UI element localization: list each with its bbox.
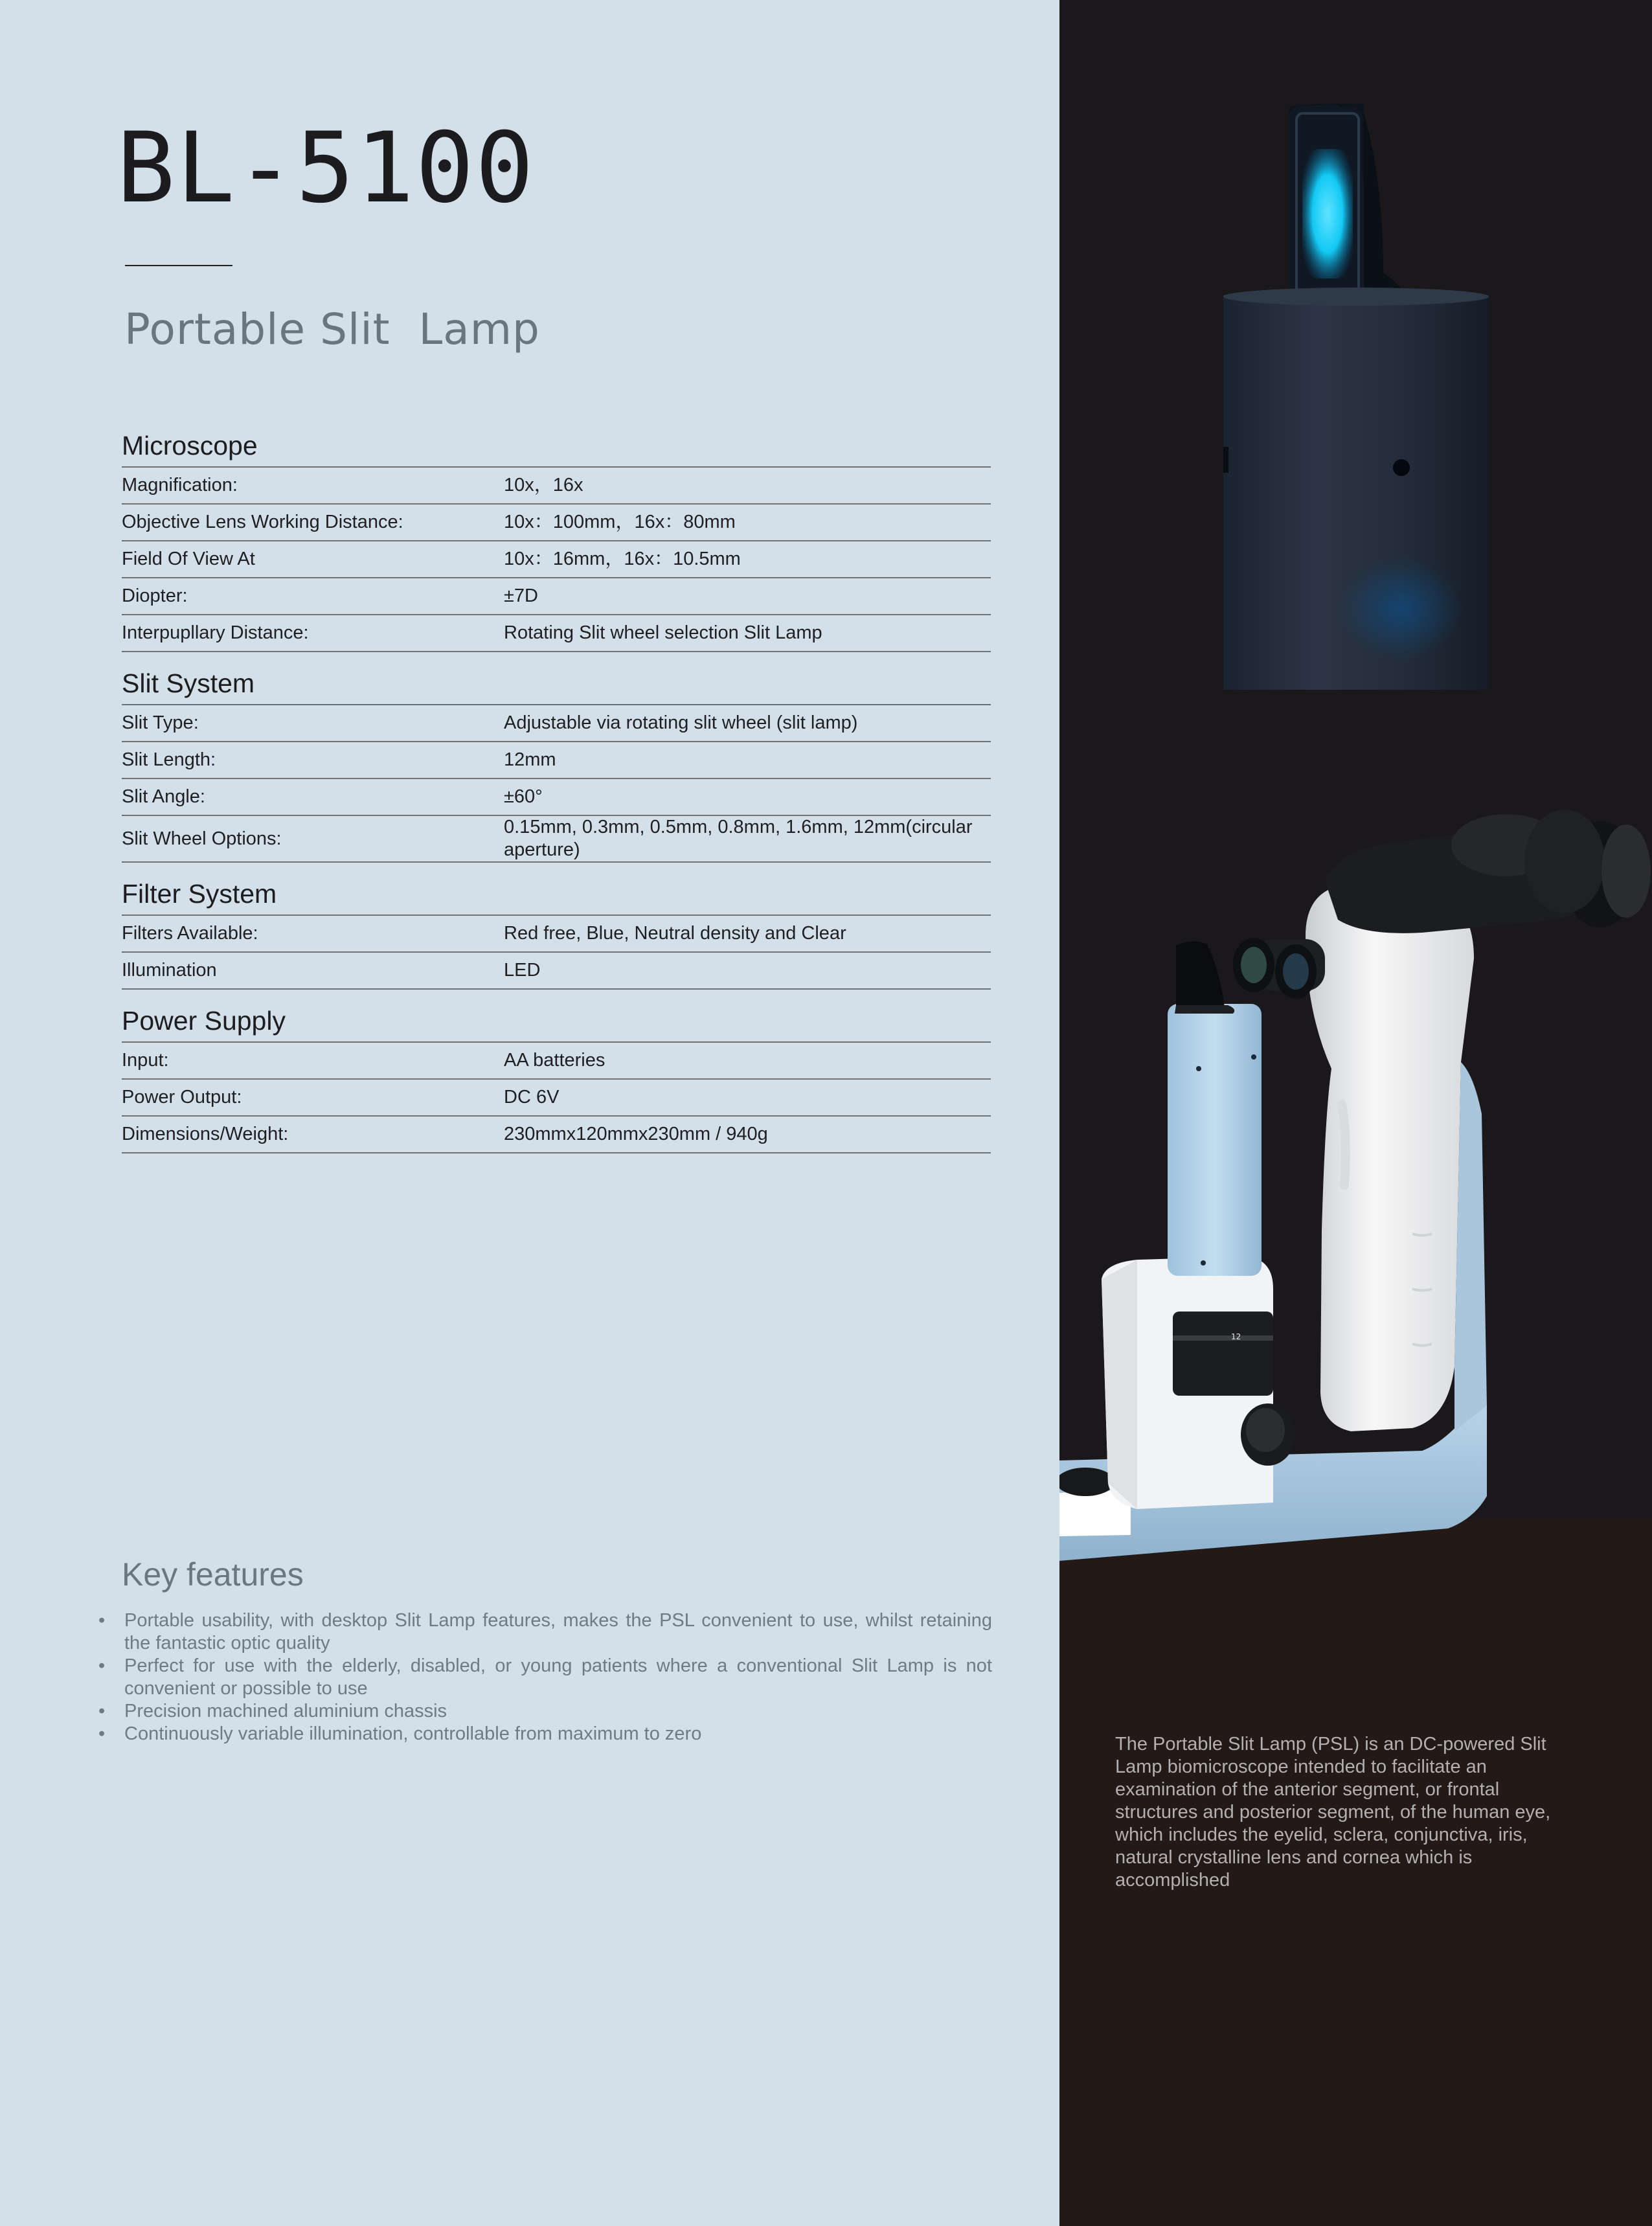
spec-label: Slit Length: bbox=[122, 749, 216, 770]
spec-section-heading: Power Supply bbox=[122, 990, 991, 1043]
spec-value: Adjustable via rotating slit wheel (slit lamp) bbox=[504, 712, 858, 733]
product-subtitle: Portable Slit Lamp bbox=[124, 304, 540, 354]
spec-label: Dimensions/Weight: bbox=[122, 1124, 289, 1144]
spec-label: Diopter: bbox=[122, 585, 188, 606]
key-feature-item bbox=[98, 1700, 992, 1723]
spec-section-heading: Microscope bbox=[122, 415, 991, 468]
key-feature-text: Precision machined aluminium chassis bbox=[124, 1701, 447, 1721]
bullet-icon: • bbox=[98, 1655, 106, 1676]
spec-value: AA batteries bbox=[504, 1050, 605, 1071]
spec-label: Interpupllary Distance: bbox=[122, 622, 309, 643]
spec-label: Filters Available: bbox=[122, 923, 258, 944]
product-description: The Portable Slit Lamp (PSL) is an DC-powered Slit Lamp biomicroscope intended to facilitate an examination of the anterior segment, or frontal structures and posterior segment, of the human eye, which includes the eyelid, sclera, conjunctiva, iris, natural crystalline lens and cornea which is accomplished bbox=[1115, 1734, 1551, 1891]
spec-row bbox=[122, 705, 991, 742]
spec-value: ±7D bbox=[504, 585, 538, 606]
spec-row bbox=[122, 1080, 991, 1117]
spec-value: LED bbox=[504, 960, 541, 981]
spec-row bbox=[122, 615, 991, 652]
key-feature-text: Continuously variable illumination, controllable from maximum to zero bbox=[124, 1723, 702, 1744]
spec-section-heading: Filter System bbox=[122, 863, 991, 916]
spec-row bbox=[122, 578, 991, 615]
spec-row bbox=[122, 779, 991, 816]
spec-row bbox=[122, 468, 991, 505]
spec-value: 10x：16mm，16x：10.5mm bbox=[504, 549, 741, 569]
spec-row bbox=[122, 816, 991, 863]
title-divider bbox=[125, 265, 232, 266]
spec-row bbox=[122, 541, 991, 578]
spec-row bbox=[122, 505, 991, 541]
slit-lamp-device bbox=[1059, 810, 1651, 1561]
spec-value: 12mm bbox=[504, 749, 556, 770]
spec-section-heading: Slit System bbox=[122, 652, 991, 705]
bullet-icon: • bbox=[98, 1701, 106, 1721]
spec-value: 0.15mm, 0.3mm, 0.5mm, 0.8mm, 1.6mm, 12mm(circular aperture) bbox=[504, 817, 973, 860]
spec-label: Objective Lens Working Distance: bbox=[122, 512, 403, 532]
key-feature-text: Perfect for use with the elderly, disabled, or young patients where a conventional Slit Lamp is not convenient or possible to use bbox=[124, 1655, 992, 1699]
spec-value: ±60° bbox=[504, 786, 543, 807]
bullet-icon: • bbox=[98, 1610, 106, 1631]
key-feature-item bbox=[98, 1723, 992, 1745]
spec-row bbox=[122, 1117, 991, 1153]
key-features-heading: Key features bbox=[122, 1556, 304, 1593]
spec-value: Rotating Slit wheel selection Slit Lamp bbox=[504, 622, 822, 643]
spec-label: Slit Angle: bbox=[122, 786, 205, 807]
specifications-table bbox=[122, 415, 991, 1153]
product-photo-panel bbox=[1059, 0, 1652, 2226]
key-feature-item bbox=[98, 1655, 992, 1700]
spec-row bbox=[122, 1043, 991, 1080]
spec-value: 230mmx120mmx230mm / 940g bbox=[504, 1124, 768, 1144]
spec-value: Red free, Blue, Neutral density and Clear bbox=[504, 923, 846, 944]
bullet-icon: • bbox=[98, 1723, 106, 1744]
spec-label: Field Of View At bbox=[122, 549, 255, 569]
slit-wheel-dial-label: 12 bbox=[1231, 1332, 1241, 1341]
model-title: BL-5100 bbox=[117, 112, 536, 225]
key-feature-item bbox=[98, 1609, 992, 1655]
spec-row bbox=[122, 916, 991, 953]
spec-row bbox=[122, 742, 991, 779]
spec-label: Input: bbox=[122, 1050, 169, 1071]
key-features-list bbox=[98, 1609, 992, 1745]
illumination-tube-closeup bbox=[1223, 104, 1489, 690]
spec-label: Power Output: bbox=[122, 1087, 242, 1107]
spec-value: DC 6V bbox=[504, 1087, 560, 1107]
slit-lamp-product-photo bbox=[1059, 0, 1652, 1567]
spec-label: Slit Wheel Options: bbox=[122, 828, 282, 849]
spec-label: Illumination bbox=[122, 960, 217, 981]
key-feature-text: Portable usability, with desktop Slit Lamp features, makes the PSL convenient to use, whilst retaining the fantastic optic quality bbox=[124, 1610, 992, 1653]
spec-value: 10x，16x bbox=[504, 475, 583, 495]
spec-label: Magnification: bbox=[122, 475, 238, 495]
spec-label: Slit Type: bbox=[122, 712, 199, 733]
spec-row bbox=[122, 953, 991, 990]
spec-value: 10x：100mm，16x：80mm bbox=[504, 512, 736, 532]
